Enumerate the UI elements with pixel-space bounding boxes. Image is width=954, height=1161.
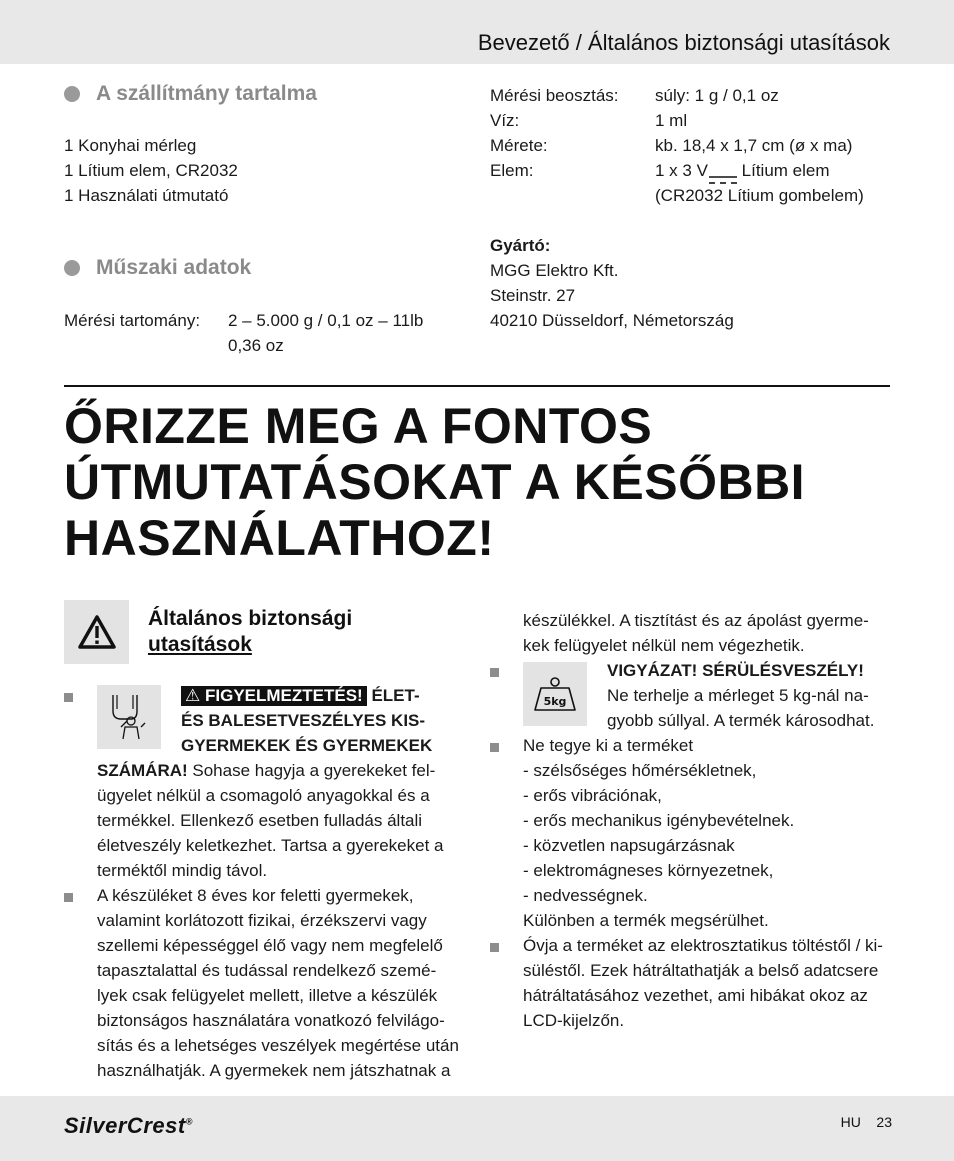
divider <box>64 385 890 387</box>
tech-heading-text: Műszaki adatok <box>96 256 252 279</box>
paragraph-line: tapasztalattal és tudással rendelkező szemé- <box>97 961 437 980</box>
contents-list <box>64 133 238 208</box>
paragraph-line: valamint korlátozott fizikai, érzékszervi vagy <box>97 911 427 930</box>
bullet-square-icon <box>64 893 73 902</box>
list-item: - erős mechanikus igénybevételnek. <box>523 811 795 830</box>
range-label: Mérési tartomány: <box>64 311 201 330</box>
page-header-title: Bevezető / Általános biztonsági utasítások <box>477 30 890 55</box>
paragraph-line: Ne terhelje a mérleget 5 kg-nál na- <box>607 686 869 705</box>
brand-logo: SilverCrest® <box>64 1113 193 1138</box>
range-value-line: 2 – 5.000 g / 0,1 oz – 11lb <box>228 311 424 330</box>
continuation-paragraph <box>523 608 869 658</box>
bullet-square-icon <box>490 743 499 752</box>
warning-text-line: életveszély keletkezhet. Tartsa a gyerekeket a <box>97 836 444 855</box>
paragraph-line: lyek csak felügyelet mellett, illetve a készülék <box>97 986 438 1005</box>
list-item: - nedvességnek. <box>523 886 648 905</box>
exposure-list <box>523 733 794 933</box>
list-item: - elektromágneses környezetnek, <box>523 861 774 880</box>
big-title-line: HASZNÁLATHOZ! <box>64 510 495 566</box>
list-item: - közvetlen napsugárzásnak <box>523 836 735 855</box>
paragraph-line: szellemi képességgel élő vagy nem megfelelő <box>97 936 443 955</box>
safety-heading <box>148 606 352 658</box>
list-item: 1 Konyhai mérleg <box>64 136 197 155</box>
safety-heading-line: Általános biztonsági <box>148 607 353 630</box>
child-bag-icon <box>107 691 151 743</box>
safety-heading-line: utasítások <box>148 633 252 656</box>
paragraph-line: gyobb súllyal. A termék károsodhat. <box>607 711 875 730</box>
warning-text-line: ügyelet nélkül a csomagoló anyagokkal és a <box>97 786 430 805</box>
weight-5kg-icon <box>530 674 580 714</box>
contents-heading <box>64 82 317 106</box>
page-info <box>841 1114 892 1130</box>
tech-value: (CR2032 Lítium gombelem) <box>655 186 864 205</box>
big-title <box>64 398 805 566</box>
list-item: - szélsőséges hőmérsékletnek, <box>523 761 757 780</box>
bullet-square-icon <box>490 943 499 952</box>
weight-pictogram <box>523 662 587 726</box>
tech-label: Elem: <box>490 161 534 180</box>
range-value <box>228 308 423 358</box>
tech-label: Mérete: <box>490 136 548 155</box>
warning-label: ⚠ FIGYELMEZTETÉS! <box>181 686 367 706</box>
battery-value: 1 x 3 V Lítium elem <box>655 161 830 180</box>
warning-text-line: terméktől mindig távol. <box>97 861 268 880</box>
bullet-dot-icon <box>64 86 80 102</box>
tech-value: kb. 18,4 x 1,7 cm (ø x ma) <box>655 136 853 155</box>
bullet-square-icon <box>64 693 73 702</box>
esd-paragraph <box>523 933 883 1033</box>
warning-triangle-box <box>64 600 129 664</box>
warning-text-line: SZÁMÁRA! Sohase hagyja a gyerekeket fel- <box>97 761 436 780</box>
page-number: 23 <box>876 1114 892 1130</box>
warning-text-line: termékkel. Ellenkező esetben fulladás általi <box>97 811 423 830</box>
child-warning-pictogram <box>97 685 161 749</box>
paragraph-line: sítás és a lehetséges veszélyek megértése után <box>97 1036 459 1055</box>
bullet-square-icon <box>490 668 499 677</box>
children-paragraph <box>97 883 459 1083</box>
tech-heading <box>64 256 251 280</box>
tech-labels <box>490 83 619 183</box>
contents-heading-text: A szállítmány tartalma <box>96 82 317 105</box>
warning-head-line: ÉS BALESETVESZÉLYES KIS- <box>181 711 426 730</box>
manufacturer-block <box>490 233 734 333</box>
paragraph-line: kek felügyelet nélkül nem végezhetik. <box>523 636 805 655</box>
dc-symbol-icon <box>709 167 737 177</box>
paragraph-line: A készüléket 8 éves kor feletti gyermekek, <box>97 886 414 905</box>
range-value-line: 0,36 oz <box>228 336 284 355</box>
list-item: 1 Használati útmutató <box>64 186 229 205</box>
paragraph-line: Óvja a terméket az elektrosztatikus töltéstől / ki- <box>523 936 883 955</box>
paragraph-line: használhatják. A gyermekek nem játszhatnak a <box>97 1061 451 1080</box>
list-item: Különben a termék megsérülhet. <box>523 911 769 930</box>
warning-head-line-1: ⚠ FIGYELMEZTETÉS! ÉLET- <box>181 683 420 708</box>
paragraph-line: hátráltatásához vezethet, ami hibákat okoz az <box>523 986 868 1005</box>
tech-value: 1 ml <box>655 111 688 130</box>
manufacturer-line: MGG Elektro Kft. <box>490 261 619 280</box>
list-item: 1 Lítium elem, CR2032 <box>64 161 238 180</box>
caution-head: VIGYÁZAT! SÉRÜLÉSVESZÉLY! <box>607 661 864 680</box>
warning-head-line: GYERMEKEK ÉS GYERMEKEK <box>181 736 433 755</box>
language-code: HU <box>840 1114 861 1130</box>
svg-text:5kg: 5kg <box>543 695 567 708</box>
tech-values <box>655 83 864 208</box>
manufacturer-label: Gyártó: <box>490 236 551 255</box>
big-title-line: ÚTMUTATÁSOKAT A KÉSŐBBI <box>64 454 806 510</box>
warning-triangle-icon <box>77 614 117 650</box>
warning-text <box>97 758 443 883</box>
paragraph-line: LCD-kijelzőn. <box>523 1011 625 1030</box>
tech-value: súly: 1 g / 0,1 oz <box>655 86 779 105</box>
big-title-line: ŐRIZZE MEG A FONTOS <box>64 398 653 454</box>
tech-label: Víz: <box>490 111 520 130</box>
manufacturer-line: Steinstr. 27 <box>490 286 576 305</box>
paragraph-line: biztonságos használatára vonatkozó felvilágo- <box>97 1011 445 1030</box>
list-item: - erős vibrációnak, <box>523 786 662 805</box>
list-item: Ne tegye ki a terméket <box>523 736 694 755</box>
warning-triangle-small-icon: ⚠ <box>185 686 201 705</box>
paragraph-line: süléstől. Ezek hátráltathatják a belső adatcsere <box>523 961 879 980</box>
manufacturer-line: 40210 Düsseldorf, Németország <box>490 311 734 330</box>
tech-label: Mérési beosztás: <box>490 86 619 105</box>
bullet-dot-icon <box>64 260 80 276</box>
paragraph-line: készülékkel. A tisztítást és az ápolást gyerme- <box>523 611 869 630</box>
warning-head <box>181 708 432 758</box>
caution-block <box>607 658 874 733</box>
